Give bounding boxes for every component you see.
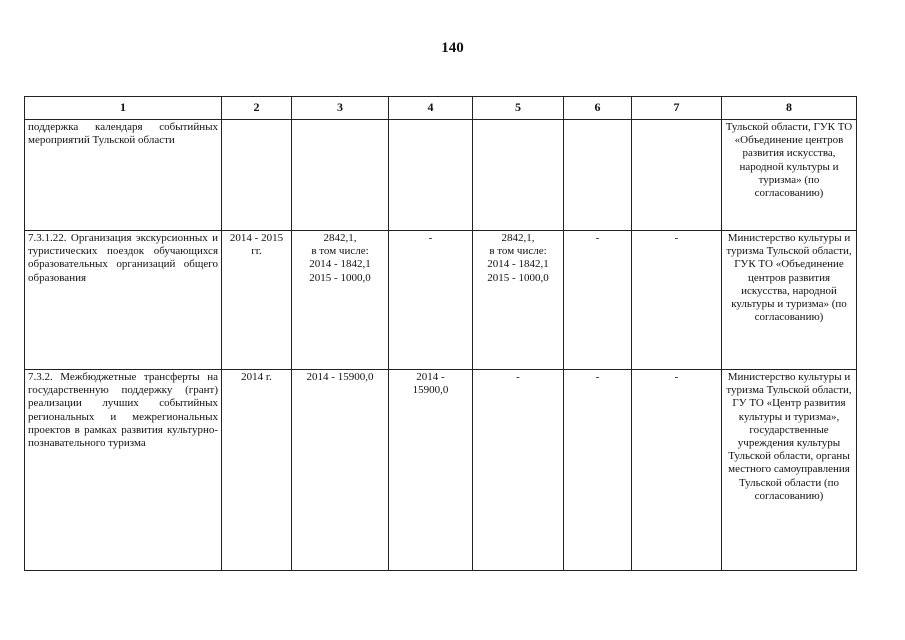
table-row xyxy=(25,370,857,571)
responsible-cell: Министерство культуры и туризма Тульской области, ГУК ТО «Объединение центров развития искусства, народной культуры и туризма» (по согласованию) xyxy=(722,231,857,370)
column-header: 6 xyxy=(564,97,632,120)
other-sources-cell: - xyxy=(632,231,722,370)
page-number: 140 xyxy=(441,40,464,56)
activity-cell: 7.3.1.22. Организация экскурсионных и туристических поездок обучающихся образовательных организаций общего образования xyxy=(25,231,222,370)
period-cell: 2014 - 2015 гг. xyxy=(222,231,292,370)
local-budget-cell: - xyxy=(564,231,632,370)
total-funding-cell xyxy=(292,120,389,231)
regional-budget-cell xyxy=(473,120,564,231)
table-row xyxy=(25,231,857,370)
federal-budget-cell: - xyxy=(389,231,473,370)
column-header: 4 xyxy=(389,97,473,120)
other-sources-cell xyxy=(632,120,722,231)
activity-cell: 7.3.2. Межбюджетные трансферты на государственную поддержку (грант) реализации лучших событийных региональных и межрегиональных проектов в рамках развития культурно-познавательного туризма xyxy=(25,370,222,571)
column-header: 8 xyxy=(722,97,857,120)
total-funding-cell: 2014 - 15900,0 xyxy=(292,370,389,571)
total-funding-cell: 2842,1, в том числе: 2014 - 1842,1 2015 - 1000,0 xyxy=(292,231,389,370)
local-budget-cell xyxy=(564,120,632,231)
column-header: 1 xyxy=(25,97,222,120)
column-header: 3 xyxy=(292,97,389,120)
table-row xyxy=(25,120,857,231)
responsible-cell: Тульской области, ГУК ТО «Объединение центров развития искусства, народной культуры и туризма» (по согласованию) xyxy=(722,120,857,231)
column-header: 7 xyxy=(632,97,722,120)
activity-cell: поддержка календаря событийных мероприятий Тульской области xyxy=(25,120,222,231)
regional-budget-cell: - xyxy=(473,370,564,571)
column-header: 2 xyxy=(222,97,292,120)
responsible-cell: Министерство культуры и туризма Тульской области, ГУ ТО «Центр развития культуры и туризма», государственные учреждения культуры Тульской области, органы местного самоуправления Тульской области (по согласованию) xyxy=(722,370,857,571)
period-cell: 2014 г. xyxy=(222,370,292,571)
regional-budget-cell: 2842,1, в том числе: 2014 - 1842,1 2015 - 1000,0 xyxy=(473,231,564,370)
local-budget-cell: - xyxy=(564,370,632,571)
period-cell xyxy=(222,120,292,231)
table-header-row xyxy=(25,97,857,120)
federal-budget-cell xyxy=(389,120,473,231)
column-header: 5 xyxy=(473,97,564,120)
program-table xyxy=(24,96,857,571)
other-sources-cell: - xyxy=(632,370,722,571)
federal-budget-cell: 2014 - 15900,0 xyxy=(389,370,473,571)
